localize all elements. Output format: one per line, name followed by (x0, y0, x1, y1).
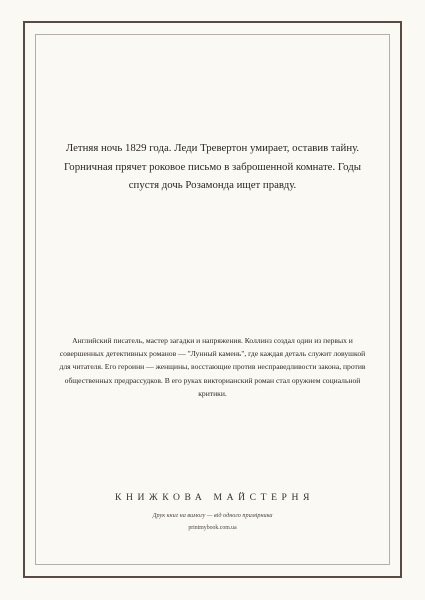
publisher-name: КНИЖКОВА МАЙСТЕРНЯ (114, 492, 315, 503)
author-annotation: Английский писатель, мастер загадки и напряжения. Коллинз создал один из первых и совершенных детективных романов — "Лунный камень", где каждая деталь служит ловушкой для читателя. Его героини — женщины, восстающие против несправедливости закона, против общественных предрассудков. В его руках викторианский роман стал оружием социальной критики. (59, 336, 366, 398)
inner-border-frame (35, 34, 390, 565)
teaser-text: Летняя ночь 1829 года. Леди Тревертон умирает, оставив тайну. Горничная прячет роковое письмо в заброшенной комнате. Годы спустя дочь Розамонда ищет правду. (64, 142, 361, 191)
publisher-block (40, 492, 385, 531)
publisher-tagline: Друк книг на вимогу — від одного примірника (152, 512, 273, 519)
publisher-website: printmybook.com.ua (188, 525, 237, 531)
